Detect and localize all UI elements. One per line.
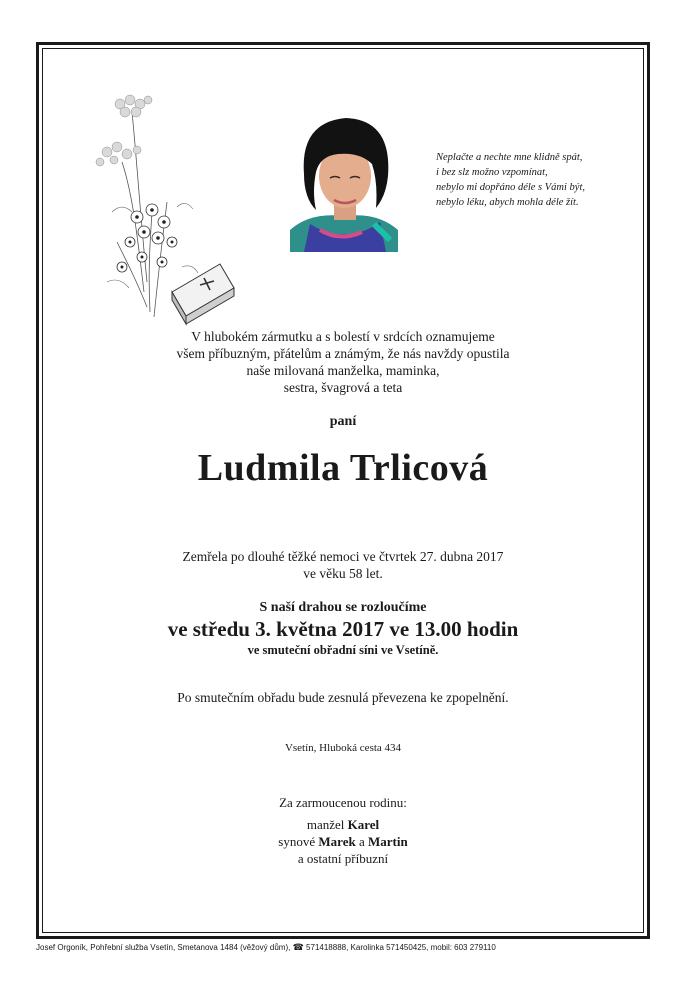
poem-line: Neplačte a nechte mne klidně spát, (436, 152, 583, 163)
funeral-service-footer (36, 942, 676, 953)
footer-contacts: 571418888, Karolinka 571450425, mobil: 603 279110 (306, 943, 496, 952)
farewell-heading: S naší drahou se rozloučíme (259, 600, 427, 615)
sons-joiner: a (355, 834, 368, 849)
intro-line: všem příbuzným, přátelům a známým, že nás navždy opustila (176, 346, 510, 361)
death-line: Zemřela po dlouhé těžké nemoci ve čtvrtek 27. dubna 2017 (182, 549, 504, 564)
death-notice (42, 548, 644, 582)
poem-line: nebylo léku, abych mohla déle žít. (436, 197, 579, 208)
intro-line: naše milovaná manželka, maminka, (246, 363, 440, 378)
telephone-icon: ☎ (292, 942, 304, 952)
death-line: ve věku 58 let. (303, 566, 383, 581)
memorial-poem (436, 150, 636, 210)
family-signatures (42, 816, 644, 867)
husband-name: Karel (347, 817, 380, 832)
son-name: Martin (367, 834, 408, 849)
intro-line: V hlubokém zármutku a s bolestí v srdcích oznamujeme (191, 329, 495, 344)
sons-line (42, 833, 644, 850)
son-name: Marek (318, 834, 356, 849)
sons-prefix: synové (278, 834, 319, 849)
others-line: a ostatní příbuzní (297, 851, 389, 866)
deceased-name: Ludmila Trlicová (197, 447, 489, 489)
farewell-date-time: ve středu 3. května 2017 ve 13.00 hodin (167, 617, 519, 641)
poem-line: i bez slz možno vzpomínat, (436, 167, 548, 178)
footer-company: Josef Orgoník, Pohřební služba Vsetín, Smetanova 1484 (věžový dům), (36, 943, 291, 952)
family-address: Vsetín, Hluboká cesta 434 (284, 742, 402, 754)
farewell-venue: ve smuteční obřadní síni ve Vsetíně. (247, 643, 439, 657)
family-signature-heading: Za zarmoucenou rodinu: (279, 795, 407, 810)
announcement-intro (42, 328, 644, 396)
flowers-with-book-illustration (92, 92, 242, 327)
honorific-title: paní (329, 414, 357, 429)
poem-line: nebylo mi dopřáno déle s Vámi být, (436, 182, 586, 193)
husband-prefix: manžel (306, 817, 348, 832)
cremation-note: Po smutečním obřadu bude zesnulá převezena ke zpopelnění. (177, 690, 509, 705)
portrait-photo (290, 112, 398, 252)
intro-line: sestra, švagrová a teta (283, 380, 403, 395)
husband-line (42, 816, 644, 833)
